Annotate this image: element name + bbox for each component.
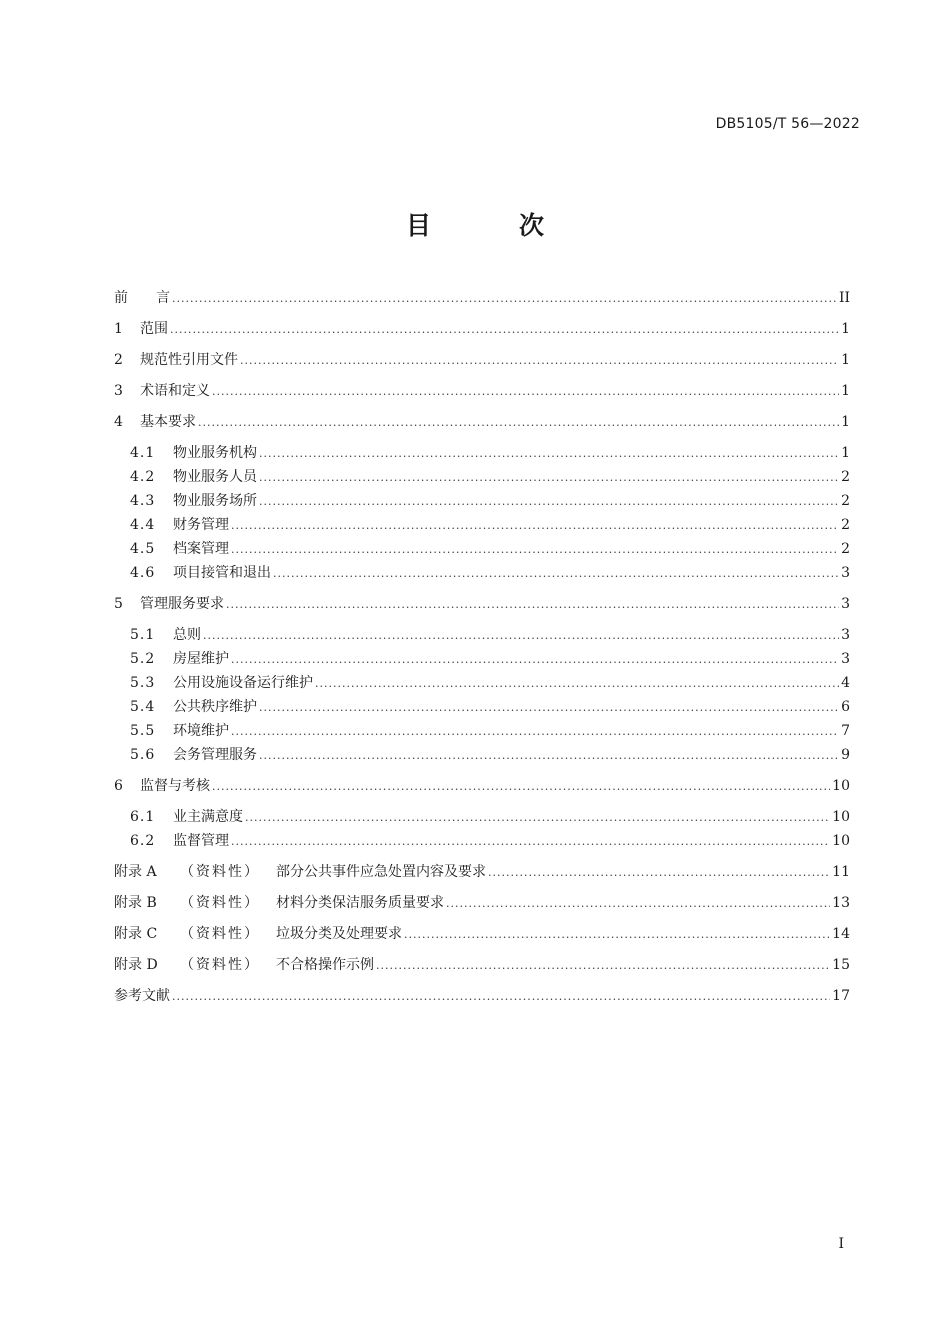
- toc-label: 物业服务场所: [173, 493, 257, 509]
- toc-entry-6-1[interactable]: [114, 805, 850, 829]
- toc-label: 环境维护: [173, 723, 229, 739]
- toc-label: 材料分类保洁服务质量要求: [276, 895, 444, 911]
- appendix-tag: 附录 A: [114, 864, 157, 880]
- toc-number: 1: [114, 321, 123, 337]
- toc-page: 2: [841, 493, 850, 509]
- toc-label: 房屋维护: [173, 651, 229, 667]
- toc-entry-5-5[interactable]: [114, 719, 850, 743]
- toc-page: 10: [832, 778, 850, 794]
- toc-number: 4.5: [130, 541, 156, 557]
- toc-page: 7: [841, 723, 850, 739]
- appendix-kind: （资料性）: [180, 895, 260, 911]
- appendix-kind: （资料性）: [180, 864, 260, 880]
- toc-entry-5-2[interactable]: [114, 647, 850, 671]
- toc-entry-4-3[interactable]: [114, 489, 850, 513]
- toc-number: 4: [114, 414, 123, 430]
- page-number: I: [838, 1236, 844, 1252]
- toc-leader: [259, 696, 839, 720]
- appendix-kind: （资料性）: [180, 957, 260, 973]
- toc-page: 1: [841, 321, 850, 337]
- toc-number: 5.2: [130, 651, 156, 667]
- toc-label: 档案管理: [173, 541, 229, 557]
- toc-entry-1[interactable]: [114, 317, 850, 341]
- toc-label: 公用设施设备运行维护: [173, 675, 313, 691]
- toc-entry-4-4[interactable]: [114, 513, 850, 537]
- toc-leader: [404, 923, 830, 947]
- toc-label: 基本要求: [140, 414, 196, 430]
- toc-label: 公共秩序维护: [173, 699, 257, 715]
- toc-label: 项目接管和退出: [173, 565, 271, 581]
- toc-page: II: [838, 290, 850, 306]
- toc-leader: [231, 720, 839, 744]
- toc-page: 17: [832, 988, 850, 1004]
- toc-entry-5-6[interactable]: [114, 743, 850, 767]
- toc-number: 6: [114, 778, 123, 794]
- toc-leader: [273, 562, 839, 586]
- toc-label: 物业服务机构: [173, 445, 257, 461]
- toc-entry-appendix-b[interactable]: [114, 891, 850, 915]
- toc-label: 不合格操作示例: [276, 957, 374, 973]
- toc-page: 10: [832, 809, 850, 825]
- toc-number: 5.6: [130, 747, 156, 763]
- toc-leader: [231, 538, 839, 562]
- toc-entry-6-2[interactable]: [114, 829, 850, 853]
- toc-number: 6.2: [130, 833, 156, 849]
- toc-page: 3: [841, 651, 850, 667]
- toc-entry-4-2[interactable]: [114, 465, 850, 489]
- toc-leader: [203, 624, 839, 648]
- toc-page: 3: [841, 596, 850, 612]
- toc-leader: [315, 672, 839, 696]
- toc-leader: [231, 514, 839, 538]
- toc-leader: [259, 442, 839, 466]
- toc-leader: [198, 411, 839, 435]
- toc-label: 业主满意度: [173, 809, 243, 825]
- toc-page: 1: [841, 383, 850, 399]
- toc-entry-5[interactable]: [114, 592, 850, 616]
- appendix-tag: 附录 C: [114, 926, 158, 942]
- toc-number: 4.4: [130, 517, 156, 533]
- toc-label: 会务管理服务: [173, 747, 257, 763]
- toc-leader: [245, 806, 830, 830]
- appendix-kind: （资料性）: [180, 926, 260, 942]
- toc-leader: [231, 648, 839, 672]
- toc-entry-appendix-a[interactable]: [114, 860, 850, 884]
- toc-leader: [170, 318, 839, 342]
- toc-page: 13: [832, 895, 850, 911]
- toc-entry-3[interactable]: [114, 379, 850, 403]
- toc-number: 4.6: [130, 565, 156, 581]
- toc-label: 垃圾分类及处理要求: [276, 926, 402, 942]
- toc-label: 监督管理: [173, 833, 229, 849]
- toc-number: 2: [114, 352, 123, 368]
- toc-page: 6: [841, 699, 850, 715]
- toc-page: 3: [841, 565, 850, 581]
- toc-entry-5-4[interactable]: [114, 695, 850, 719]
- toc-number: 5.5: [130, 723, 156, 739]
- toc-entry-6[interactable]: [114, 774, 850, 798]
- toc-leader: [240, 349, 839, 373]
- toc-number: 6.1: [130, 809, 156, 825]
- toc-number: 4.1: [130, 445, 156, 461]
- toc-page: 2: [841, 541, 850, 557]
- toc-page: 9: [841, 747, 850, 763]
- toc-label: 物业服务人员: [173, 469, 257, 485]
- toc-number: 4.3: [130, 493, 156, 509]
- toc-number: 5: [114, 596, 123, 612]
- toc-label: 范围: [140, 321, 168, 337]
- document-code: DB5105/T 56—2022: [715, 116, 860, 132]
- toc-entry-preface[interactable]: [114, 286, 850, 310]
- toc-page: 2: [841, 469, 850, 485]
- toc-leader: [212, 380, 839, 404]
- toc-label: 财务管理: [173, 517, 229, 533]
- toc-leader: [488, 861, 830, 885]
- toc-entry-5-1[interactable]: [114, 623, 850, 647]
- page-title: 目 次: [405, 211, 593, 240]
- toc-entry-5-3[interactable]: [114, 671, 850, 695]
- toc-page: 10: [832, 833, 850, 849]
- toc-entry-2[interactable]: [114, 348, 850, 372]
- toc-label: 总则: [173, 627, 201, 643]
- toc-entry-4-5[interactable]: [114, 537, 850, 561]
- toc-label: 规范性引用文件: [140, 352, 238, 368]
- toc-page: 2: [841, 517, 850, 533]
- toc-leader: [172, 287, 837, 311]
- toc-leader: [376, 954, 830, 978]
- toc-page: 1: [841, 414, 850, 430]
- table-of-contents: [114, 286, 850, 1008]
- toc-page: 1: [841, 445, 850, 461]
- toc-page: 15: [832, 957, 850, 973]
- toc-label: 管理服务要求: [140, 596, 224, 612]
- toc-entry-appendix-d[interactable]: [114, 953, 850, 977]
- toc-number: 5.3: [130, 675, 156, 691]
- toc-leader: [212, 775, 830, 799]
- toc-page: 11: [832, 864, 850, 880]
- toc-entry-4-1[interactable]: [114, 441, 850, 465]
- toc-label: 术语和定义: [140, 383, 210, 399]
- toc-page: 3: [841, 627, 850, 643]
- toc-page: 14: [832, 926, 850, 942]
- appendix-tag: 附录 D: [114, 957, 158, 973]
- toc-entry-4[interactable]: [114, 410, 850, 434]
- toc-label: 监督与考核: [140, 778, 210, 794]
- toc-entry-appendix-c[interactable]: [114, 922, 850, 946]
- toc-number: 4.2: [130, 469, 156, 485]
- appendix-tag: 附录 B: [114, 895, 157, 911]
- toc-leader: [259, 466, 839, 490]
- toc-number: 5.4: [130, 699, 156, 715]
- toc-leader: [172, 985, 830, 1009]
- toc-page: 4: [841, 675, 850, 691]
- toc-leader: [231, 830, 830, 854]
- toc-leader: [226, 593, 839, 617]
- toc-number: 3: [114, 383, 123, 399]
- toc-leader: [259, 490, 839, 514]
- toc-entry-4-6[interactable]: [114, 561, 850, 585]
- toc-label: 前 言: [114, 290, 170, 306]
- toc-leader: [446, 892, 830, 916]
- toc-label: 参考文献: [114, 988, 170, 1004]
- toc-entry-references[interactable]: [114, 984, 850, 1008]
- toc-number: 5.1: [130, 627, 156, 643]
- toc-label: 部分公共事件应急处置内容及要求: [276, 864, 486, 880]
- toc-page: 1: [841, 352, 850, 368]
- toc-leader: [259, 744, 839, 768]
